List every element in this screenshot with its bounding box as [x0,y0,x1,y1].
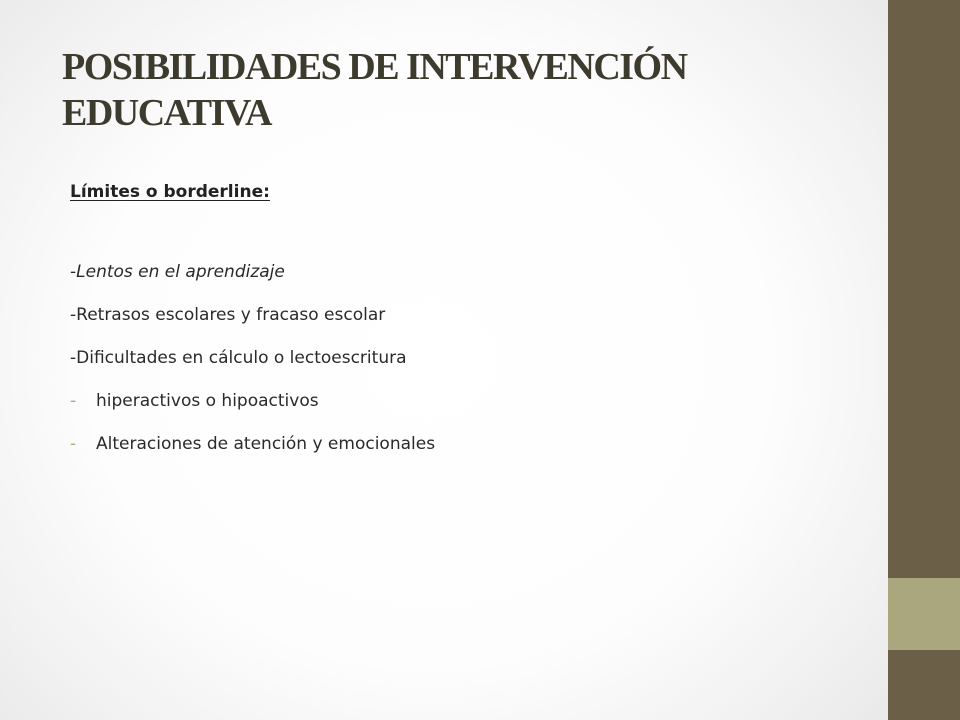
list-item [70,347,435,369]
bullet-text: hiperactivos o hipoactivos [96,391,319,411]
bullet-dash: - [70,305,77,325]
bullet-text: Lentos en el aprendizaje [76,262,285,282]
bullet-dash: - [70,434,77,454]
bullet-text: Alteraciones de atención y emocionales [96,434,436,454]
bullet-text: Retrasos escolares y fracaso escolar [76,305,386,325]
list-item [70,304,435,326]
bullet-text: Dificultades en cálculo o lectoescritura [76,348,407,368]
bullet-dash: - [70,348,77,368]
slide-title [62,44,842,136]
slide-title-line-1: POSIBILIDADES DE INTERVENCIÓN [62,46,687,88]
bullet-list [70,261,435,476]
bullet-dash: - [70,262,77,282]
slide-title-line-2: EDUCATIVA [62,92,271,134]
list-item [70,390,435,412]
section-subheading: Límites o borderline: [70,182,270,202]
decorative-sidebar-accent [888,578,960,650]
list-item [70,433,435,455]
bullet-dash: - [70,391,77,411]
list-item [70,261,435,283]
